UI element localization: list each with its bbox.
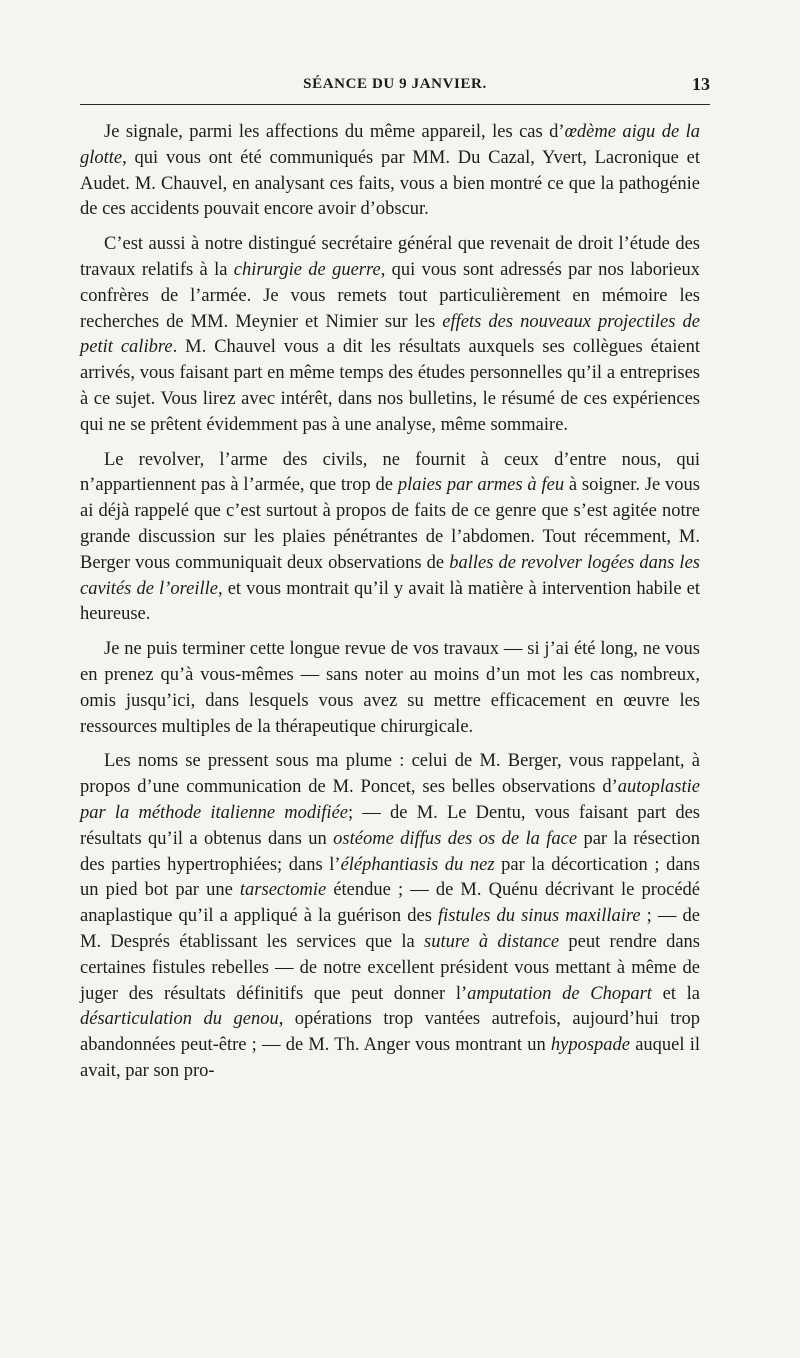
page-number: 13 — [692, 74, 710, 94]
paragraph — [80, 448, 700, 629]
text-run: et la — [651, 983, 701, 1004]
italic-phrase: tarsectomie — [239, 880, 327, 901]
text-run: peut rendre dans certaines fistules rebelles — de notre excellent président vous mettant à même de juger des résultats définitifs que peut donner l’ — [80, 931, 700, 1004]
italic-phrase: éléphantiasis du nez — [340, 854, 495, 875]
text-run: , et vous montrait qu’il y avait là matière à intervention habile et heureuse. — [80, 578, 700, 625]
paragraph — [80, 120, 700, 223]
text-run: Les noms se pressent sous ma plume : celui de M. Berger, vous rappelant, à propos d’une communication de M. Poncet, ses belles observations d’ — [80, 751, 700, 798]
paragraph — [80, 749, 700, 1084]
text-run: étendue ; — de M. Quénu décrivant le procédé anaplastique qu’il a appliqué à la guérison des — [80, 880, 700, 927]
italic-phrase: balles de revolver logées dans les cavités de l’oreille — [80, 552, 700, 599]
italic-phrase: fistules du sinus maxillaire — [438, 906, 641, 927]
italic-phrase: effets des nouveaux projectiles de petit calibre — [80, 311, 700, 358]
text-run: ; — de M. Després établissant les services que la — [80, 906, 700, 952]
text-run: C’est aussi à notre distingué secrétaire général que revenait de droit l’étude des travaux relatifs à la — [80, 234, 700, 280]
italic-phrase: œdème aigu de la glotte — [80, 122, 700, 168]
italic-phrase: hypospade — [550, 1035, 631, 1056]
text-run: , qui vous sont adressés par nos laborieux confrères de l’armée. Je vous remets tout particulièrement en mémoire les recherches de MM. Meynier et Nimier sur les — [80, 259, 700, 332]
text-run: par la décortication ; dans un pied bot par une — [80, 854, 701, 901]
body-text — [80, 120, 700, 1094]
text-run: ; — de M. Le Dentu, vous faisant part des résultats qu’il a obtenus dans un — [80, 802, 700, 849]
text-run: auquel il avait, par son pro- — [80, 1035, 700, 1081]
text-run: Je ne puis terminer cette longue revue de vos travaux — si j’ai été long, ne vous en prenez qu’à vous-mêmes — sans noter au moins d’un mot les cas nombreux, omis jusqu’ici, dans lesquels vous avez su mettre efficacement en œuvre les ressources multiples de la thérapeutique chirurgicale. — [80, 639, 700, 737]
header-rule — [80, 104, 710, 105]
italic-phrase: amputation de Chopart — [467, 983, 652, 1004]
text-run: Je signale, parmi les affections du même appareil, les cas d’ — [104, 122, 565, 142]
text-run: , qui vous ont été communiqués par MM. Du Cazal, Yvert, Lacronique et Audet. M. Chauvel, en analysant ces faits, vous a bien montré ce que la pathogénie de ces accidents pouvait encore avoir d’obscur. — [80, 147, 700, 220]
running-header — [80, 74, 710, 98]
italic-phrase: autoplastie par la méthode italienne modifiée — [80, 777, 700, 823]
text-run: Le revolver, l’arme des civils, ne fournit à ceux d’entre nous, qui n’appartiennent pas à l’armée, que trop de — [80, 449, 700, 496]
italic-phrase: ostéome diffus des os de la face — [333, 828, 578, 849]
italic-phrase: suture à distance — [424, 931, 560, 952]
italic-phrase: désarticulation du genou — [80, 1009, 279, 1030]
paragraph — [80, 637, 700, 740]
paragraph — [80, 232, 700, 438]
text-run: à soigner. Je vous ai déjà rappelé que c’est surtout à propos de faits de ce genre que s’est agitée notre grande discussion sur les plaies pénétrantes de l’abdomen. Tout récemment, M. Berger vous communiquait deux observations de — [80, 475, 701, 573]
text-run: . M. Chauvel vous a dit les résultats auxquels ses collègues étaient arrivés, vous faisant part en même temps des études personnelles qu’il a entreprises à ce sujet. Vous lirez avec intérêt, dans nos bulletins, le résumé de ces expériences qui ne se prêtent évidemment pas à une analyse, même sommaire. — [80, 337, 700, 435]
italic-phrase: plaies par armes à feu — [397, 475, 565, 496]
text-run: , opérations trop vantées autrefois, aujourd’hui trop abandonnées peut-être ; — de M. Th. Anger vous montrant un — [80, 1009, 701, 1056]
italic-phrase: chirurgie de guerre — [233, 259, 381, 280]
running-title: SÉANCE DU 9 JANVIER. — [303, 76, 487, 92]
text-run: par la résection des parties hypertrophiées; dans l’ — [80, 828, 701, 875]
